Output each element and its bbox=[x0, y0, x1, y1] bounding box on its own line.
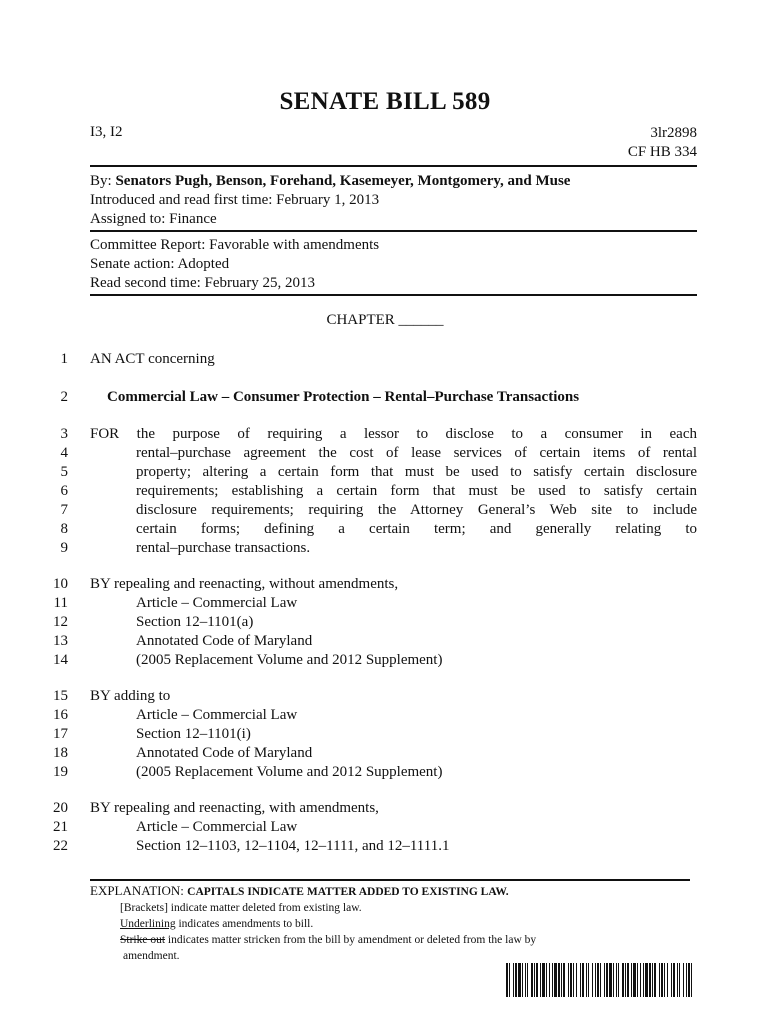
barcode-bar bbox=[679, 963, 680, 997]
barcode-bar bbox=[546, 963, 547, 997]
second-reading: Read second time: February 25, 2013 bbox=[90, 275, 315, 291]
committee-block bbox=[90, 236, 379, 293]
divider bbox=[90, 294, 697, 296]
barcode-bar bbox=[683, 963, 684, 997]
bill-line: certain forms; defining a certain term; and generally relating to bbox=[136, 521, 697, 537]
barcode-bar bbox=[677, 963, 678, 997]
explanation-strike bbox=[90, 932, 536, 948]
barcode-bar bbox=[604, 963, 605, 997]
file-number: 3lr2898 bbox=[650, 125, 697, 141]
bill-line: Section 12–1103, 12–1104, 12–1111, and 12–1111.1 bbox=[136, 838, 450, 854]
bill-line: BY repealing and reenacting, with amendments, bbox=[90, 800, 379, 816]
bill-line: Article – Commercial Law bbox=[136, 707, 298, 723]
barcode-bar bbox=[652, 963, 653, 997]
line-number: 7 bbox=[60, 502, 68, 518]
barcode-bar bbox=[522, 963, 523, 997]
bill-line: FOR the purpose of requiring a lessor to disclose to a consumer in each bbox=[90, 426, 697, 442]
barcode-bar bbox=[649, 963, 651, 997]
barcode-bar bbox=[633, 963, 636, 997]
strike-text: indicates matter stricken from the bill by amendment or deleted from the law by bbox=[165, 934, 537, 946]
barcode-bar bbox=[688, 963, 690, 997]
bill-line: Article – Commercial Law bbox=[136, 819, 298, 835]
barcode-bar bbox=[616, 963, 617, 997]
divider bbox=[90, 230, 697, 232]
line-number: 12 bbox=[53, 614, 68, 630]
sponsor-line bbox=[90, 172, 570, 191]
introduced-line: Introduced and read first time: February 1, 2013 bbox=[90, 192, 380, 208]
bill-line: rental–purchase agreement the cost of lease services of certain items of rental bbox=[136, 445, 697, 461]
line-number: 15 bbox=[53, 688, 68, 704]
underlining-token: Underlining bbox=[120, 918, 176, 930]
barcode-bar bbox=[576, 963, 577, 997]
bill-line: (2005 Replacement Volume and 2012 Supplement) bbox=[136, 764, 443, 780]
barcode-bar bbox=[570, 963, 572, 997]
barcode-bar bbox=[627, 963, 629, 997]
barcode-bar bbox=[664, 963, 665, 997]
line-number: 19 bbox=[53, 764, 68, 780]
line-number: 5 bbox=[60, 464, 68, 480]
line-number: 11 bbox=[53, 595, 68, 611]
explanation-heading bbox=[90, 883, 536, 900]
line-number: 14 bbox=[53, 652, 68, 668]
bill-line: Annotated Code of Maryland bbox=[136, 745, 313, 761]
barcode-bar bbox=[531, 963, 533, 997]
barcode-bar bbox=[582, 963, 584, 997]
bill-line: BY adding to bbox=[90, 688, 171, 704]
barcode-bar bbox=[609, 963, 612, 997]
barcode-bar bbox=[563, 963, 565, 997]
barcode-bar bbox=[518, 963, 521, 997]
barcode-bar bbox=[515, 963, 517, 997]
underlining-text: indicates amendments to bill. bbox=[175, 918, 314, 930]
barcode-bar bbox=[637, 963, 638, 997]
barcode-bar bbox=[613, 963, 614, 997]
explanation-label: EXPLANATION: bbox=[90, 883, 184, 898]
line-number: 10 bbox=[53, 576, 68, 592]
bill-line: AN ACT concerning bbox=[90, 351, 215, 367]
barcode-bar bbox=[691, 963, 692, 997]
line-number: 16 bbox=[53, 707, 68, 723]
line-number: 21 bbox=[53, 819, 68, 835]
bill-line: disclosure requirements; requiring the Attorney General’s Web site to include bbox=[136, 502, 697, 518]
barcode-bar bbox=[667, 963, 668, 997]
assigned-line: Assigned to: Finance bbox=[90, 211, 217, 227]
document-numbers bbox=[628, 124, 697, 162]
barcode-bar bbox=[600, 963, 601, 997]
barcode-bar bbox=[618, 963, 619, 997]
barcode-bar bbox=[525, 963, 526, 997]
barcode-bar bbox=[625, 963, 626, 997]
explanation-block bbox=[90, 883, 536, 964]
barcode-bar bbox=[659, 963, 660, 997]
barcode-bar bbox=[597, 963, 599, 997]
bill-short-title: Commercial Law – Consumer Protection – Rental–Purchase Transactions bbox=[107, 389, 580, 405]
explanation-divider bbox=[90, 879, 690, 881]
barcode-bar bbox=[686, 963, 687, 997]
explanation-underlining bbox=[90, 916, 536, 932]
barcode-bar bbox=[643, 963, 644, 997]
barcode-bar bbox=[573, 963, 574, 997]
barcode-bar bbox=[631, 963, 632, 997]
bill-line: Annotated Code of Maryland bbox=[136, 633, 313, 649]
barcode-bar bbox=[586, 963, 587, 997]
brackets-token: [Brackets] bbox=[120, 902, 168, 914]
line-number: 22 bbox=[53, 838, 68, 854]
barcode-bar bbox=[552, 963, 553, 997]
bill-title: SENATE BILL 589 bbox=[279, 88, 491, 115]
barcode-bar bbox=[661, 963, 663, 997]
barcode-bar bbox=[534, 963, 535, 997]
line-number: 1 bbox=[60, 351, 68, 367]
bill-line: Section 12–1101(i) bbox=[136, 726, 251, 742]
line-number: 6 bbox=[60, 483, 68, 499]
by-label: By: bbox=[90, 173, 112, 189]
barcode-bar bbox=[640, 963, 641, 997]
barcode-bar bbox=[580, 963, 581, 997]
barcode-bar bbox=[506, 963, 508, 997]
barcode-bar bbox=[673, 963, 675, 997]
bill-line: requirements; establishing a certain form that must be used to satisfy certain bbox=[136, 483, 697, 499]
line-number: 17 bbox=[53, 726, 68, 742]
barcode-bar bbox=[536, 963, 538, 997]
chapter-line: CHAPTER ______ bbox=[326, 312, 444, 328]
barcode-bar bbox=[588, 963, 589, 997]
barcode-bar bbox=[558, 963, 560, 997]
line-number: 3 bbox=[60, 426, 68, 442]
barcode-bar bbox=[592, 963, 593, 997]
barcode-bar bbox=[527, 963, 528, 997]
barcode-bar bbox=[554, 963, 557, 997]
line-number: 2 bbox=[60, 389, 68, 405]
barcode-bar bbox=[622, 963, 624, 997]
barcode-bar bbox=[595, 963, 596, 997]
barcode-bar bbox=[509, 963, 510, 997]
committee-report: Committee Report: Favorable with amendments bbox=[90, 237, 380, 253]
explanation-strike-cont: amendment. bbox=[123, 950, 180, 962]
line-number: 9 bbox=[60, 540, 68, 556]
line-number: 8 bbox=[60, 521, 68, 537]
subject-codes: I3, I2 bbox=[90, 124, 123, 140]
barcode-bar bbox=[671, 963, 672, 997]
line-number: 18 bbox=[53, 745, 68, 761]
bill-line: property; altering a certain form that must be used to satisfy certain disclosure bbox=[136, 464, 697, 480]
barcode-bar bbox=[654, 963, 656, 997]
brackets-text: indicate matter deleted from existing law. bbox=[167, 902, 362, 914]
barcode-bar bbox=[645, 963, 648, 997]
sponsor-names: Senators Pugh, Benson, Forehand, Kasemeyer, Montgomery, and Muse bbox=[115, 173, 571, 189]
senate-action: Senate action: Adopted bbox=[90, 256, 230, 272]
divider bbox=[90, 165, 697, 167]
barcode-bar bbox=[513, 963, 514, 997]
barcode bbox=[506, 963, 694, 997]
line-number: 20 bbox=[53, 800, 68, 816]
explanation-brackets bbox=[90, 900, 536, 916]
line-number: 13 bbox=[53, 633, 68, 649]
bill-line: rental–purchase transactions. bbox=[136, 540, 311, 556]
bill-line: (2005 Replacement Volume and 2012 Supplement) bbox=[136, 652, 443, 668]
line-number: 4 bbox=[60, 445, 68, 461]
barcode-bar bbox=[540, 963, 541, 997]
bill-line: Section 12–1101(a) bbox=[136, 614, 254, 630]
barcode-bar bbox=[568, 963, 569, 997]
barcode-bar bbox=[561, 963, 562, 997]
bill-line: Article – Commercial Law bbox=[136, 595, 298, 611]
cross-file: CF HB 334 bbox=[627, 144, 697, 160]
bill-line: BY repealing and reenacting, without amendments, bbox=[90, 576, 399, 592]
barcode-bar bbox=[606, 963, 608, 997]
sponsor-block bbox=[90, 172, 570, 229]
explanation-capitals: CAPITALS INDICATE MATTER ADDED TO EXISTING LAW. bbox=[187, 886, 509, 898]
strike-token: Strike out bbox=[120, 934, 166, 946]
barcode-bar bbox=[549, 963, 550, 997]
barcode-bar bbox=[542, 963, 545, 997]
